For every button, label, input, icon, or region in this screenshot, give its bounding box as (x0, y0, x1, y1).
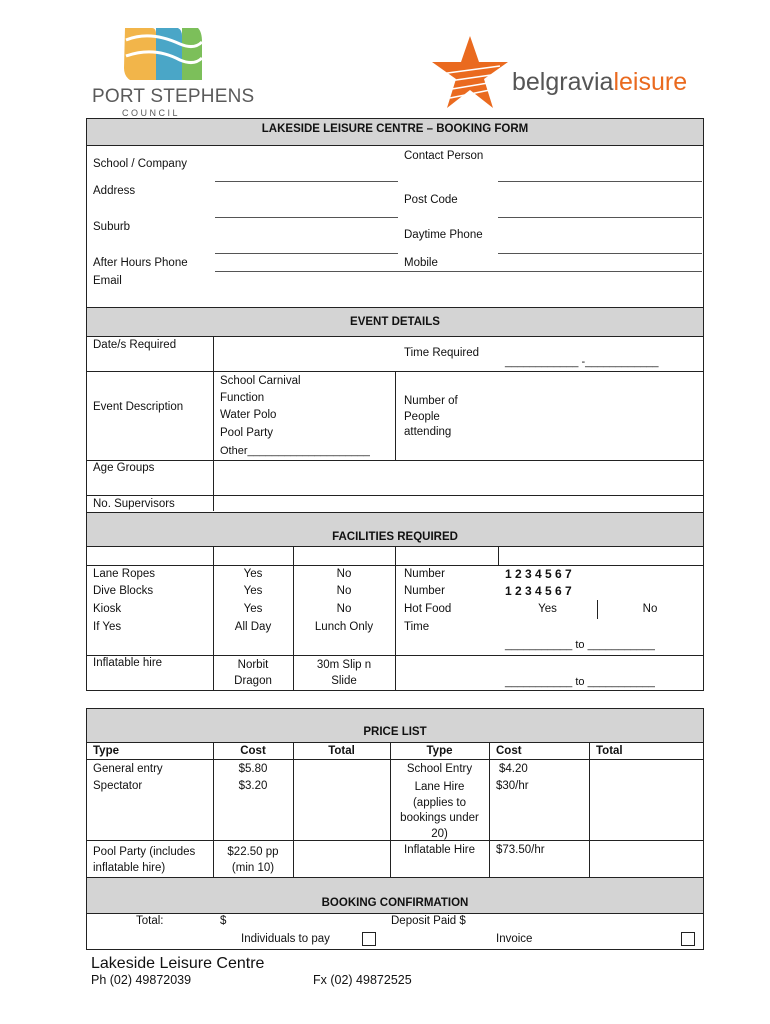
kiosk-yes[interactable]: Yes (243, 603, 263, 615)
footer-phone: Ph (02) 49872039 (91, 973, 192, 987)
price-list-header: PRICE LIST (363, 726, 427, 738)
if-yes-label: If Yes (93, 621, 122, 633)
spectator-type: Spectator (93, 780, 143, 792)
port-stephens-logo-mark (90, 20, 240, 90)
invoice-label: Invoice (496, 933, 533, 945)
dive-blocks-number-options[interactable]: 1 2 3 4 5 6 7 (505, 584, 572, 598)
col-cost-left: Cost (240, 745, 266, 757)
individuals-checkbox[interactable] (362, 932, 376, 946)
lane-hire-line: bookings under (400, 812, 479, 824)
hot-food-label: Hot Food (404, 603, 452, 615)
dive-blocks-no[interactable]: No (336, 585, 352, 597)
lane-ropes-yes[interactable]: Yes (243, 568, 263, 580)
lane-hire-type (390, 780, 489, 842)
kiosk-no[interactable]: No (336, 603, 352, 615)
slip-line: 30m Slip n (316, 659, 372, 671)
invoice-checkbox[interactable] (681, 932, 695, 946)
kiosk-label: Kiosk (93, 603, 122, 615)
school-company-label: School / Company (93, 158, 187, 170)
event-option[interactable]: Water Polo (220, 409, 277, 421)
lane-hire-line: Lane Hire (414, 781, 465, 793)
event-option[interactable]: Other____________________ (220, 445, 370, 457)
general-entry-type: General entry (93, 763, 163, 775)
daytime-phone-field[interactable] (498, 253, 702, 254)
after-hours-phone-label: After Hours Phone (93, 257, 188, 269)
email-label: Email (93, 275, 122, 287)
norbit-line: Norbit (237, 659, 269, 671)
belgravia-leisure-logo (430, 34, 700, 114)
total-label: Total: (136, 915, 164, 927)
pool-party-cost-line: (min 10) (231, 862, 275, 874)
number-of-people-line: People (404, 410, 440, 423)
col-type-right: Type (426, 745, 453, 757)
suburb-field[interactable] (215, 253, 398, 254)
lane-hire-line: (applies to (412, 796, 467, 809)
dragon-line: Dragon (234, 675, 272, 687)
deposit-paid-label[interactable]: Deposit Paid $ (391, 915, 466, 927)
total-dollar[interactable]: $ (220, 915, 227, 927)
port-stephens-name: PORT STEPHENS (92, 86, 255, 107)
individuals-to-pay-label: Individuals to pay (241, 933, 330, 945)
school-company-field[interactable] (215, 181, 398, 182)
col-total-right: Total (596, 745, 623, 757)
pool-party-type (93, 844, 195, 876)
address-field[interactable] (215, 217, 398, 218)
event-option[interactable]: School Carnival (220, 375, 301, 387)
event-details-header: EVENT DETAILS (350, 316, 440, 328)
col-type-left: Type (93, 745, 119, 757)
post-code-field[interactable] (498, 217, 702, 218)
star-icon (430, 34, 510, 112)
time-required-field[interactable]: ____________ -____________ (505, 356, 659, 368)
address-label: Address (93, 185, 136, 197)
age-groups-label: Age Groups (93, 462, 155, 474)
belgravia-text: belgravia (512, 68, 614, 96)
col-cost-right: Cost (496, 745, 522, 757)
council-label: C O U N C I L (122, 108, 178, 118)
lane-ropes-no[interactable]: No (336, 568, 352, 580)
lane-ropes-number-options[interactable]: 1 2 3 4 5 6 7 (505, 567, 572, 581)
all-day-option[interactable]: All Day (234, 621, 272, 633)
belgravia-wordmark (512, 68, 687, 97)
footer-fax: Fx (02) 49872525 (313, 973, 412, 987)
inflatable-hire-cost: $73.50/hr (496, 844, 545, 856)
no-supervisors-label: No. Supervisors (93, 498, 175, 510)
contact-person-field[interactable] (498, 181, 702, 182)
hot-food-yes[interactable]: Yes (538, 603, 557, 615)
spectator-cost: $3.20 (238, 780, 268, 792)
inflatable-hire-label: Inflatable hire (93, 657, 163, 669)
general-entry-cost: $5.80 (238, 763, 268, 775)
number-of-people-line: Number of (404, 395, 458, 407)
footer-centre-name: Lakeside Leisure Centre (91, 955, 265, 972)
dive-blocks-number-label: Number (404, 585, 445, 597)
lane-hire-cost: $30/hr (496, 780, 529, 792)
pool-party-cost-line: $22.50 pp (227, 846, 279, 858)
lane-hire-line: 20) (431, 827, 448, 840)
after-hours-mobile-field[interactable] (215, 271, 702, 272)
col-total-left: Total (328, 745, 355, 757)
suburb-label: Suburb (93, 221, 131, 233)
time-to-field-1[interactable]: ___________ to ___________ (505, 639, 655, 651)
daytime-phone-label: Daytime Phone (404, 229, 483, 241)
post-code-label: Post Code (404, 194, 458, 206)
pool-party-cost (213, 844, 293, 876)
time-required-label: Time Required (404, 347, 479, 359)
lunch-only-option[interactable]: Lunch Only (314, 621, 374, 633)
number-of-people-label (404, 394, 458, 441)
form-title: LAKESIDE LEISURE CENTRE – BOOKING FORM (261, 123, 529, 135)
pool-party-line: Pool Party (includes (93, 846, 196, 858)
school-entry-type: School Entry (406, 763, 473, 775)
leisure-text: leisure (613, 68, 688, 96)
lane-ropes-number-label: Number (404, 568, 445, 580)
contact-person-label: Contact Person (404, 150, 484, 162)
slip-n-slide-option[interactable] (293, 657, 395, 689)
port-stephens-logo (90, 20, 255, 120)
number-of-people-line: attending (404, 426, 452, 438)
booking-confirmation-header: BOOKING CONFIRMATION (321, 897, 469, 909)
event-option[interactable]: Pool Party (220, 427, 274, 439)
inflatable-hire-type: Inflatable Hire (404, 844, 475, 856)
dive-blocks-label: Dive Blocks (93, 585, 154, 597)
mobile-label: Mobile (404, 257, 438, 269)
facilities-header: FACILITIES REQUIRED (332, 531, 458, 543)
time-to-field-2[interactable]: ___________ to ___________ (505, 676, 655, 688)
time-label: Time (404, 621, 430, 633)
dive-blocks-yes[interactable]: Yes (243, 585, 263, 597)
pool-party-line: inflatable hire) (93, 862, 166, 874)
hot-food-no[interactable]: No (642, 603, 658, 615)
dates-required-label: Date/s Required (93, 339, 177, 351)
event-description-label: Event Description (93, 401, 184, 413)
school-entry-cost: $4.20 (499, 763, 528, 775)
event-option[interactable]: Function (220, 392, 265, 404)
slide-line: Slide (331, 675, 357, 687)
norbit-dragon-option[interactable] (213, 657, 293, 689)
lane-ropes-label: Lane Ropes (93, 568, 156, 580)
